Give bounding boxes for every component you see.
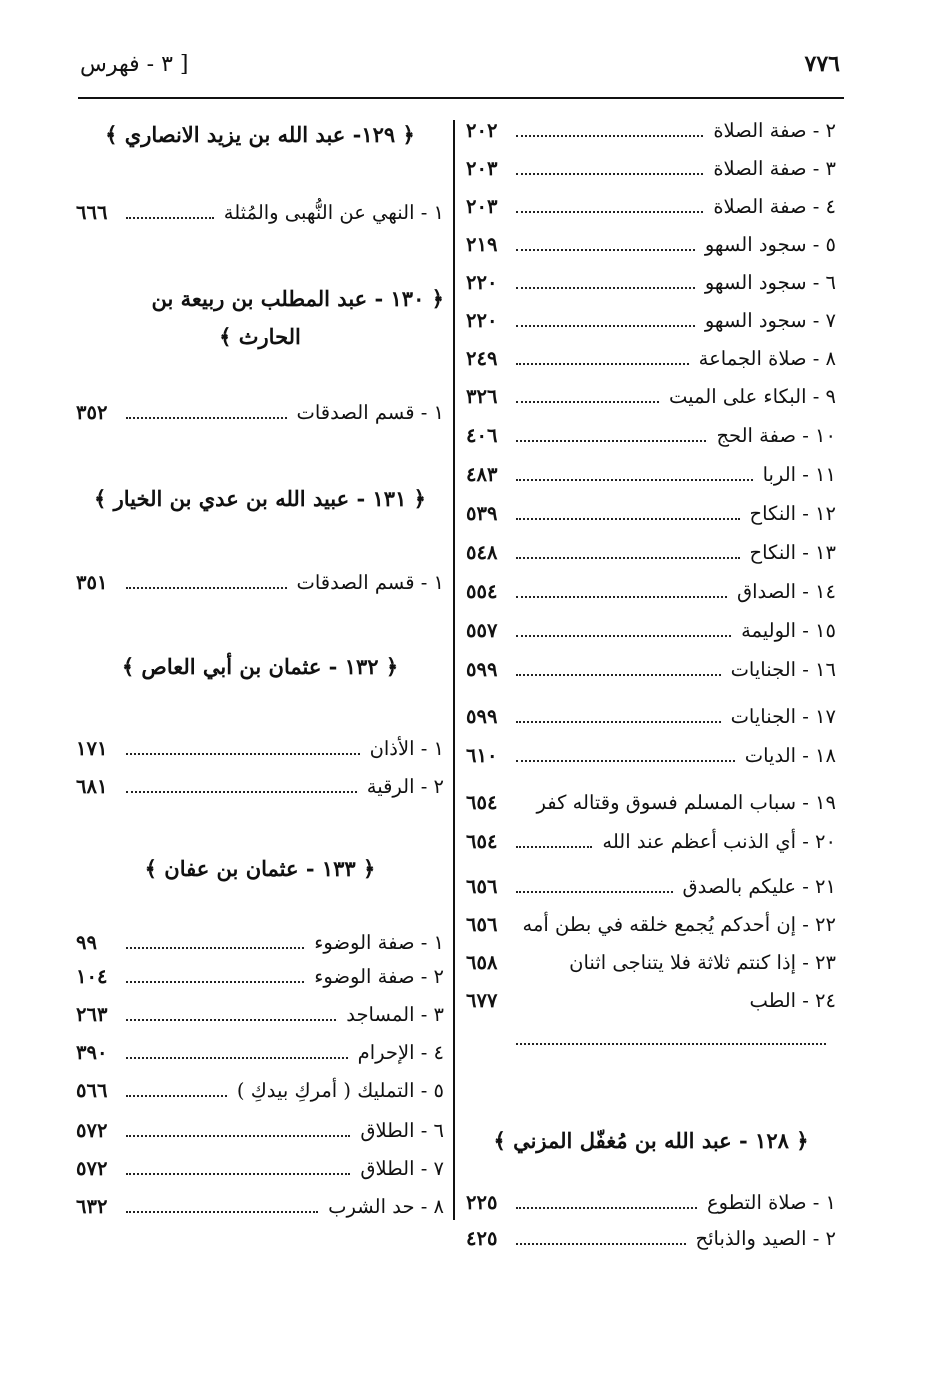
entry-title: ٢١ - عليكم بالصدق bbox=[682, 874, 836, 898]
toc-entry bbox=[466, 944, 836, 980]
entry-title: ١١ - الربا bbox=[762, 462, 836, 486]
dot-leader bbox=[126, 1057, 348, 1059]
entry-title: ٤ - صفة الصلاة bbox=[713, 194, 836, 218]
dot-leader bbox=[516, 363, 689, 365]
toc-entry bbox=[466, 1184, 836, 1220]
entry-page: ٣٢٦ bbox=[466, 384, 498, 408]
entry-page: ٦٦٦ bbox=[76, 200, 108, 224]
entry-page: ٢٠٢ bbox=[466, 118, 498, 142]
entry-title: ٤ - الإحرام bbox=[357, 1040, 444, 1064]
toc-entry bbox=[466, 340, 836, 376]
toc-entry bbox=[466, 823, 836, 859]
entry-title: ٢ - صفة الوضوء bbox=[314, 964, 444, 988]
toc-entry bbox=[466, 982, 836, 1018]
dot-leader bbox=[516, 891, 673, 893]
entry-page: ٢٢٥ bbox=[466, 1190, 498, 1214]
entry-page: ٢٠٣ bbox=[466, 156, 498, 180]
section-heading: ﴿ ١٣٠ - عبد المطلب بن ربيعة بن bbox=[151, 286, 444, 311]
entry-page: ٢٢٠ bbox=[466, 270, 498, 294]
entry-title: ١ - صلاة التطوع bbox=[706, 1190, 836, 1214]
toc-entry bbox=[76, 924, 444, 960]
dot-leader bbox=[126, 1211, 318, 1213]
entry-page: ٦٧٧ bbox=[466, 988, 498, 1012]
entry-page: ٦٥٤ bbox=[466, 829, 498, 853]
dot-leader bbox=[516, 674, 721, 676]
dot-leader bbox=[516, 846, 592, 848]
toc-entry bbox=[76, 394, 444, 430]
toc-entry bbox=[76, 194, 444, 230]
section-heading: ﴿ ١٢٨ - عبد الله بن مُغفّل المزني ﴾ bbox=[493, 1128, 809, 1153]
dot-leader bbox=[516, 325, 695, 327]
toc-entry bbox=[76, 1072, 444, 1108]
dot-leader bbox=[126, 1019, 336, 1021]
dot-leader bbox=[516, 1043, 826, 1045]
toc-entry bbox=[466, 573, 836, 609]
dot-leader bbox=[516, 479, 753, 481]
section-heading: ﴿ ١٣١ - عبيد الله بن عدي بن الخيار ﴾ bbox=[94, 486, 426, 511]
entry-title: ٢٠ - أي الذنب أعظم عند الله bbox=[602, 829, 836, 853]
toc-entry bbox=[466, 906, 836, 942]
entry-title: ١٢ - النكاح bbox=[749, 501, 836, 525]
toc-entry bbox=[466, 417, 836, 453]
section-heading: ﴿ ١٣٢ - عثمان بن أبي العاص ﴾ bbox=[121, 654, 399, 679]
dot-leader bbox=[126, 753, 360, 755]
entry-title: ١٨ - الديات bbox=[744, 743, 836, 767]
dot-leader bbox=[126, 1173, 350, 1175]
entry-page: ٣٩٠ bbox=[76, 1040, 108, 1064]
toc-entry bbox=[466, 456, 836, 492]
entry-title: ١٩ - سباب المسلم فسوق وقتاله كفر bbox=[536, 790, 836, 814]
entry-title: ٦ - سجود السهو bbox=[704, 270, 836, 294]
entry-title: ٩ - البكاء على الميت bbox=[669, 384, 836, 408]
toc-entry bbox=[76, 564, 444, 600]
dot-leader bbox=[516, 287, 695, 289]
entry-page: ٣٥١ bbox=[76, 570, 108, 594]
entry-page: ٩٩ bbox=[76, 930, 97, 954]
dot-leader bbox=[516, 1207, 697, 1209]
entry-title: ١٠ - صفة الحج bbox=[716, 423, 836, 447]
toc-entry bbox=[466, 188, 836, 224]
entry-title: ١ - قسم الصدقات bbox=[296, 570, 444, 594]
dot-leader bbox=[126, 947, 304, 949]
entry-page: ٢٠٣ bbox=[466, 194, 498, 218]
entry-page: ٦٥٦ bbox=[466, 874, 498, 898]
dot-leader bbox=[516, 635, 731, 637]
entry-page: ٥٣٩ bbox=[466, 501, 498, 525]
dot-leader bbox=[126, 1095, 227, 1097]
toc-entry bbox=[466, 868, 836, 904]
page-number: ٧٧٦ bbox=[804, 51, 840, 77]
entry-page: ٢٢٠ bbox=[466, 308, 498, 332]
dot-leader bbox=[516, 518, 740, 520]
entry-page: ٦٥٨ bbox=[466, 950, 498, 974]
entry-title: ٧ - سجود السهو bbox=[704, 308, 836, 332]
entry-page: ٢٦٣ bbox=[76, 1002, 108, 1026]
dot-leader bbox=[516, 440, 706, 442]
dot-leader bbox=[126, 1135, 350, 1137]
entry-title: ٣ - صفة الصلاة bbox=[713, 156, 836, 180]
toc-entry bbox=[466, 651, 836, 687]
toc-entry bbox=[466, 112, 836, 148]
toc-entry bbox=[466, 534, 836, 570]
entry-title: ٣ - المساجد bbox=[346, 1002, 444, 1026]
entry-page: ٦١٠ bbox=[466, 743, 498, 767]
entry-title: ٢ - صفة الصلاة bbox=[713, 118, 836, 142]
entry-page: ٦٣٢ bbox=[76, 1194, 108, 1218]
entry-page: ٢٤٩ bbox=[466, 346, 498, 370]
entry-title: ١ - الأذان bbox=[369, 736, 444, 760]
entry-page: ٦٥٤ bbox=[466, 790, 498, 814]
entry-page: ٦٨١ bbox=[76, 774, 108, 798]
toc-entry bbox=[76, 1034, 444, 1070]
dot-leader bbox=[126, 981, 304, 983]
dot-leader bbox=[516, 173, 703, 175]
entry-page: ٥٧٢ bbox=[76, 1118, 108, 1142]
entry-title: ٥ - سجود السهو bbox=[704, 232, 836, 256]
entry-title: ١٥ - الوليمة bbox=[741, 618, 836, 642]
toc-entry bbox=[466, 264, 836, 300]
dot-leader bbox=[516, 211, 703, 213]
toc-entry bbox=[466, 737, 836, 773]
entry-title: ٥ - التمليك ( أمركِ بيدكِ ) bbox=[236, 1078, 444, 1102]
entry-title: ١٣ - النكاح bbox=[749, 540, 836, 564]
dot-leader bbox=[126, 217, 214, 219]
entry-title: ٦ - الطلاق bbox=[360, 1118, 444, 1142]
entry-page: ٥٤٨ bbox=[466, 540, 498, 564]
dot-leader bbox=[516, 401, 659, 403]
toc-entry bbox=[76, 996, 444, 1032]
dot-leader bbox=[516, 249, 695, 251]
entry-title: ١ - النهي عن النُّهبى والمُثلة bbox=[223, 200, 444, 224]
section-heading: ﴿ ١٣٣ - عثمان بن عفان ﴾ bbox=[144, 856, 376, 881]
toc-entry bbox=[76, 1150, 444, 1186]
dot-leader bbox=[516, 557, 740, 559]
entry-page: ٥٥٤ bbox=[466, 579, 498, 603]
toc-entry bbox=[466, 784, 836, 820]
entry-title: ١٧ - الجنايات bbox=[730, 704, 836, 728]
entry-title: ٢٢ - إن أحدكم يُجمع خلقه في بطن أمه bbox=[522, 912, 836, 936]
column-divider bbox=[453, 120, 455, 1220]
section-label: [ ٣ - فهرس bbox=[80, 51, 189, 77]
entry-page: ٥٩٩ bbox=[466, 657, 498, 681]
page-header bbox=[80, 44, 840, 84]
entry-page: ٥٧٢ bbox=[76, 1156, 108, 1180]
dot-leader bbox=[516, 760, 735, 762]
dot-leader bbox=[516, 1243, 686, 1245]
toc-entry bbox=[466, 1220, 836, 1256]
dot-leader bbox=[126, 587, 287, 589]
dot-leader bbox=[516, 596, 727, 598]
toc-entry bbox=[76, 958, 444, 994]
toc-entry bbox=[76, 768, 444, 804]
entry-page: ٤٢٥ bbox=[466, 1226, 498, 1250]
entry-title: ١٤ - الصداق bbox=[737, 579, 836, 603]
entry-page: ٥٩٩ bbox=[466, 704, 498, 728]
entry-title: ٢ - الرقية bbox=[366, 774, 444, 798]
entry-title: ١ - قسم الصدقات bbox=[296, 400, 444, 424]
entry-title: ٢ - الصيد والذبائح bbox=[695, 1226, 836, 1250]
section-heading-continued: الحارث ﴾ bbox=[219, 324, 301, 349]
toc-entry bbox=[76, 730, 444, 766]
dot-leader bbox=[516, 721, 721, 723]
dot-leader bbox=[126, 417, 287, 419]
toc-entry bbox=[466, 1020, 836, 1056]
entry-title: ١ - صفة الوضوء bbox=[314, 930, 444, 954]
entry-title: ٢٣ - إذا كنتم ثلاثة فلا يتناجى اثنان bbox=[569, 950, 836, 974]
dot-leader bbox=[126, 791, 357, 793]
entry-page: ٥٥٧ bbox=[466, 618, 498, 642]
toc-entry bbox=[466, 495, 836, 531]
section-heading: ﴿ ١٢٩- عبد الله بن يزيد الانصاري ﴾ bbox=[105, 122, 415, 147]
entry-page: ٣٥٢ bbox=[76, 400, 108, 424]
entry-title: ٨ - صلاة الجماعة bbox=[698, 346, 836, 370]
toc-entry bbox=[466, 378, 836, 414]
entry-title: ٨ - حد الشرب bbox=[328, 1194, 444, 1218]
entry-page: ٥٦٦ bbox=[76, 1078, 108, 1102]
toc-entry bbox=[466, 226, 836, 262]
toc-entry bbox=[76, 1112, 444, 1148]
entry-page: ٦٥٦ bbox=[466, 912, 498, 936]
toc-entry bbox=[466, 698, 836, 734]
entry-page: ٢١٩ bbox=[466, 232, 498, 256]
toc-entry bbox=[466, 302, 836, 338]
toc-entry bbox=[466, 612, 836, 648]
entry-page: ١٧١ bbox=[76, 736, 108, 760]
dot-leader bbox=[516, 135, 703, 137]
entry-title: ١٦ - الجنايات bbox=[730, 657, 836, 681]
toc-entry bbox=[466, 150, 836, 186]
entry-page: ٤٨٣ bbox=[466, 462, 498, 486]
entry-page: ١٠٤ bbox=[76, 964, 108, 988]
toc-entry bbox=[76, 1188, 444, 1224]
header-rule bbox=[78, 97, 844, 99]
entry-page: ٤٠٦ bbox=[466, 423, 498, 447]
entry-title: ٧ - الطلاق bbox=[360, 1156, 444, 1180]
entry-title: ٢٤ - الطب bbox=[749, 988, 836, 1012]
